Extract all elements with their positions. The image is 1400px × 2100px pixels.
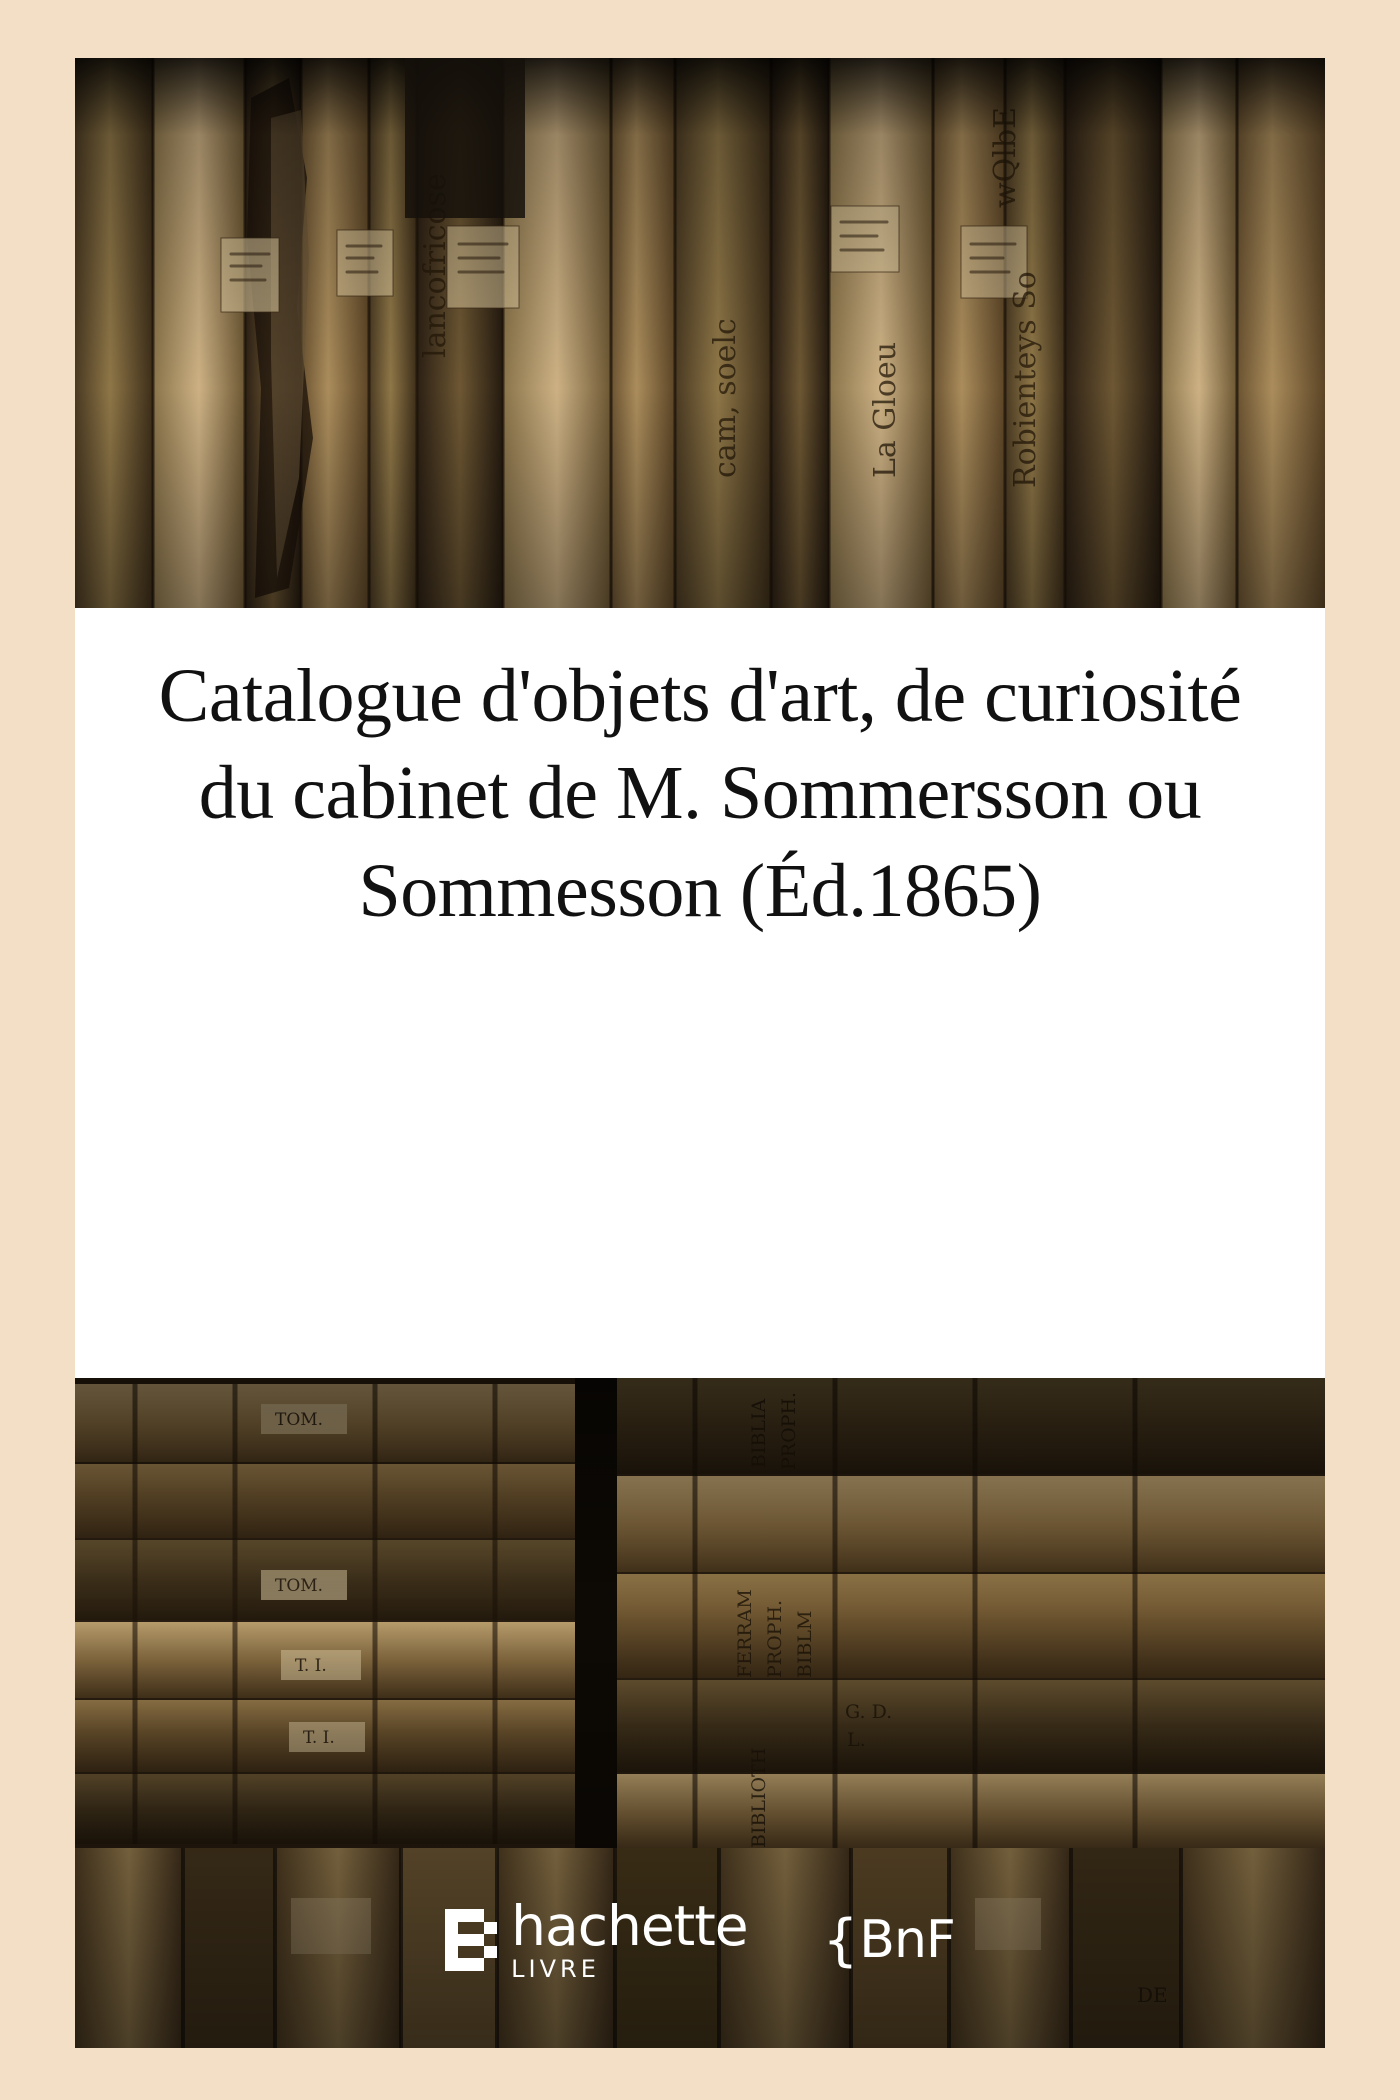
cover-page-frame <box>75 58 1325 2048</box>
bnf-name: BnF <box>859 1910 955 1970</box>
hachette-name: hachette <box>511 1894 748 1958</box>
bnf-logo <box>823 1908 955 1973</box>
bnf-brace-icon: { <box>822 1907 858 1973</box>
bottom-photo-stacked-books <box>75 1378 1325 2048</box>
hachette-wordmark <box>511 1894 748 1983</box>
page-title: Catalogue d'objets d'art, de curiosité du cabinet de M. Sommersson ou Sommesson (Éd.1865) <box>158 654 1242 933</box>
hachette-livre-logo <box>445 1894 748 1983</box>
title-block <box>75 608 1325 1378</box>
book-spines-illustration <box>75 58 1325 608</box>
hachette-h-logo-icon <box>445 1909 501 1971</box>
hachette-subtitle: LIVRE <box>511 1955 600 1983</box>
publisher-logos <box>75 1894 1325 1986</box>
logo-divider <box>784 1910 787 1970</box>
top-photo-book-spines <box>75 58 1325 608</box>
